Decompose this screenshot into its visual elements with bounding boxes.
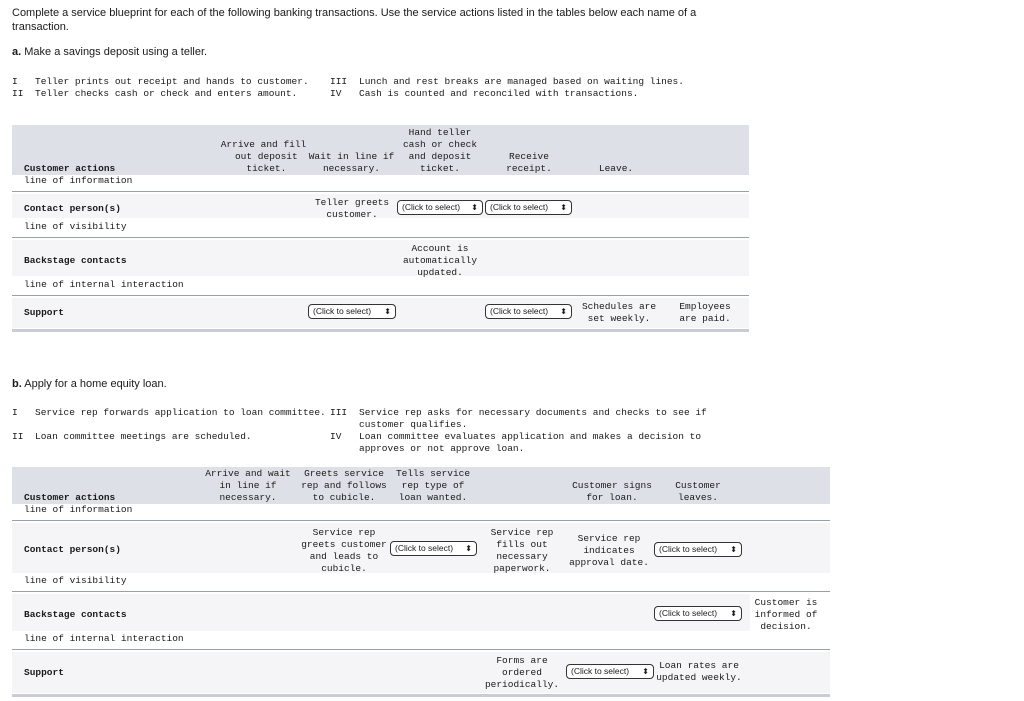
- a-line-of-internal-interaction: line of internal interaction: [24, 279, 184, 290]
- legend-b-num-2: II: [12, 431, 24, 442]
- select-arrow-icon: ⬍: [465, 544, 472, 553]
- a-contact-select-1[interactable]: [397, 200, 483, 215]
- legend-a-text-1: Teller prints out receipt and hands to customer.: [35, 76, 309, 87]
- instructions-text: Complete a service blueprint for each of the following banking transactions. Use the service actions listed in the tables below each name of a transaction.: [12, 7, 697, 33]
- b-customer-action-4: Customer signs for loan.: [572, 480, 652, 503]
- legend-b-text-3: Service rep asks for necessary documents and checks to see if customer qualifies.: [359, 407, 707, 430]
- legend-b-text-1: Service rep forwards application to loan committee.: [35, 407, 326, 418]
- legend-b-num-4: IV: [330, 431, 342, 442]
- legend-a-num-1: I: [12, 76, 18, 87]
- part-b-title: Apply for a home equity loan.: [24, 378, 167, 390]
- b-customer-action-3: Tells service rep type of loan wanted.: [395, 468, 471, 503]
- a-support-1: Schedules are set weekly.: [581, 301, 657, 324]
- b-support-select-1[interactable]: [566, 664, 654, 679]
- a-contact-1: Teller greets customer.: [314, 197, 390, 220]
- b-bottom-rule: [12, 694, 830, 697]
- b-line-of-visibility: line of visibility: [24, 575, 127, 586]
- legend-b-text-4: Loan committee evaluates application and makes a decision to approves or not approve loan.: [359, 431, 702, 454]
- a-customer-action-2: Wait in line if necessary.: [308, 151, 395, 174]
- b-customer-action-2: Greets service rep and follows to cubicle.: [301, 468, 387, 503]
- a-visibility-line: [12, 237, 749, 238]
- select-label: (Click to select): [395, 543, 454, 553]
- a-line-of-visibility: line of visibility: [24, 221, 127, 232]
- select-label: (Click to select): [571, 666, 630, 676]
- select-label: (Click to select): [313, 306, 372, 316]
- row-label-backstage: Backstage contacts: [24, 255, 127, 266]
- a-backstage-1: Account is automatically updated.: [402, 243, 478, 278]
- select-label: (Click to select): [402, 202, 461, 212]
- select-label: (Click to select): [490, 202, 549, 212]
- a-support-select-1[interactable]: [308, 304, 396, 319]
- row-label-contact: Contact person(s): [24, 203, 121, 214]
- row-label-contact: Contact person(s): [24, 544, 121, 555]
- a-support-select-2[interactable]: [485, 304, 572, 319]
- a-bottom-rule: [12, 329, 749, 332]
- a-line-of-information: line of information: [24, 175, 133, 186]
- row-label-backstage: Backstage contacts: [24, 609, 127, 620]
- select-arrow-icon: ⬍: [471, 203, 478, 212]
- b-internal-line: [12, 649, 830, 650]
- b-contact-2: Service rep fills out necessary paperwork.: [490, 527, 554, 574]
- b-customer-action-1: Arrive and wait in line if necessary.: [205, 468, 291, 503]
- b-information-line: [12, 520, 830, 521]
- b-contact-select-1[interactable]: [390, 541, 477, 556]
- b-line-of-internal-interaction: line of internal interaction: [24, 633, 184, 644]
- b-contact-select-2[interactable]: [654, 542, 742, 557]
- a-customer-action-3: Hand teller cash or check and deposit ticket.: [402, 127, 478, 174]
- legend-a-num-2: II: [12, 88, 24, 99]
- part-b-letter: b.: [12, 378, 22, 390]
- select-arrow-icon: ⬍: [384, 307, 391, 316]
- row-label-support: Support: [24, 667, 64, 678]
- select-label: (Click to select): [490, 306, 549, 316]
- legend-a-text-4: Cash is counted and reconciled with transactions.: [359, 88, 639, 99]
- a-customer-action-1: Arrive and fill out deposit ticket.: [220, 139, 307, 174]
- legend-a-text-3: Lunch and rest breaks are managed based on waiting lines.: [359, 76, 684, 87]
- a-information-line: [12, 191, 749, 192]
- b-support-2: Loan rates are updated weekly.: [656, 660, 742, 683]
- legend-b-text-2: Loan committee meetings are scheduled.: [35, 431, 252, 442]
- b-backstage-select-1[interactable]: [654, 606, 742, 621]
- row-label-customer-actions: Customer actions: [24, 163, 116, 174]
- select-label: (Click to select): [659, 608, 718, 618]
- legend-b-num-3: III: [330, 407, 348, 418]
- select-arrow-icon: ⬍: [642, 667, 649, 676]
- a-contact-select-2[interactable]: [485, 200, 572, 215]
- select-arrow-icon: ⬍: [730, 609, 737, 618]
- part-a-heading: [12, 46, 207, 58]
- a-internal-line: [12, 295, 749, 296]
- select-arrow-icon: ⬍: [560, 203, 567, 212]
- a-customer-action-5: Leave.: [598, 163, 634, 174]
- part-a-letter: a.: [12, 46, 22, 58]
- b-backstage-1: Customer is informed of decision.: [754, 597, 818, 632]
- row-label-customer-actions: Customer actions: [24, 492, 116, 503]
- b-contact-3: Service rep indicates approval date.: [569, 533, 649, 568]
- legend-a-num-4: IV: [330, 88, 342, 99]
- a-support-2: Employees are paid.: [679, 301, 731, 324]
- legend-b-num-1: I: [12, 407, 18, 418]
- legend-a-num-3: III: [330, 76, 348, 87]
- part-b-heading: [12, 378, 167, 390]
- b-line-of-information: line of information: [24, 504, 133, 515]
- b-customer-action-5: Customer leaves.: [675, 480, 721, 503]
- select-arrow-icon: ⬍: [560, 307, 567, 316]
- select-arrow-icon: ⬍: [730, 545, 737, 554]
- b-support-1: Forms are ordered periodically.: [484, 655, 560, 690]
- a-customer-action-4: Receive receipt.: [506, 151, 552, 174]
- select-label: (Click to select): [659, 544, 718, 554]
- legend-a-text-2: Teller checks cash or check and enters amount.: [35, 88, 298, 99]
- row-label-support: Support: [24, 307, 64, 318]
- part-a-title: Make a savings deposit using a teller.: [24, 46, 208, 58]
- b-visibility-line: [12, 591, 830, 592]
- b-contact-1: Service rep greets customer and leads to cubicle.: [301, 527, 387, 574]
